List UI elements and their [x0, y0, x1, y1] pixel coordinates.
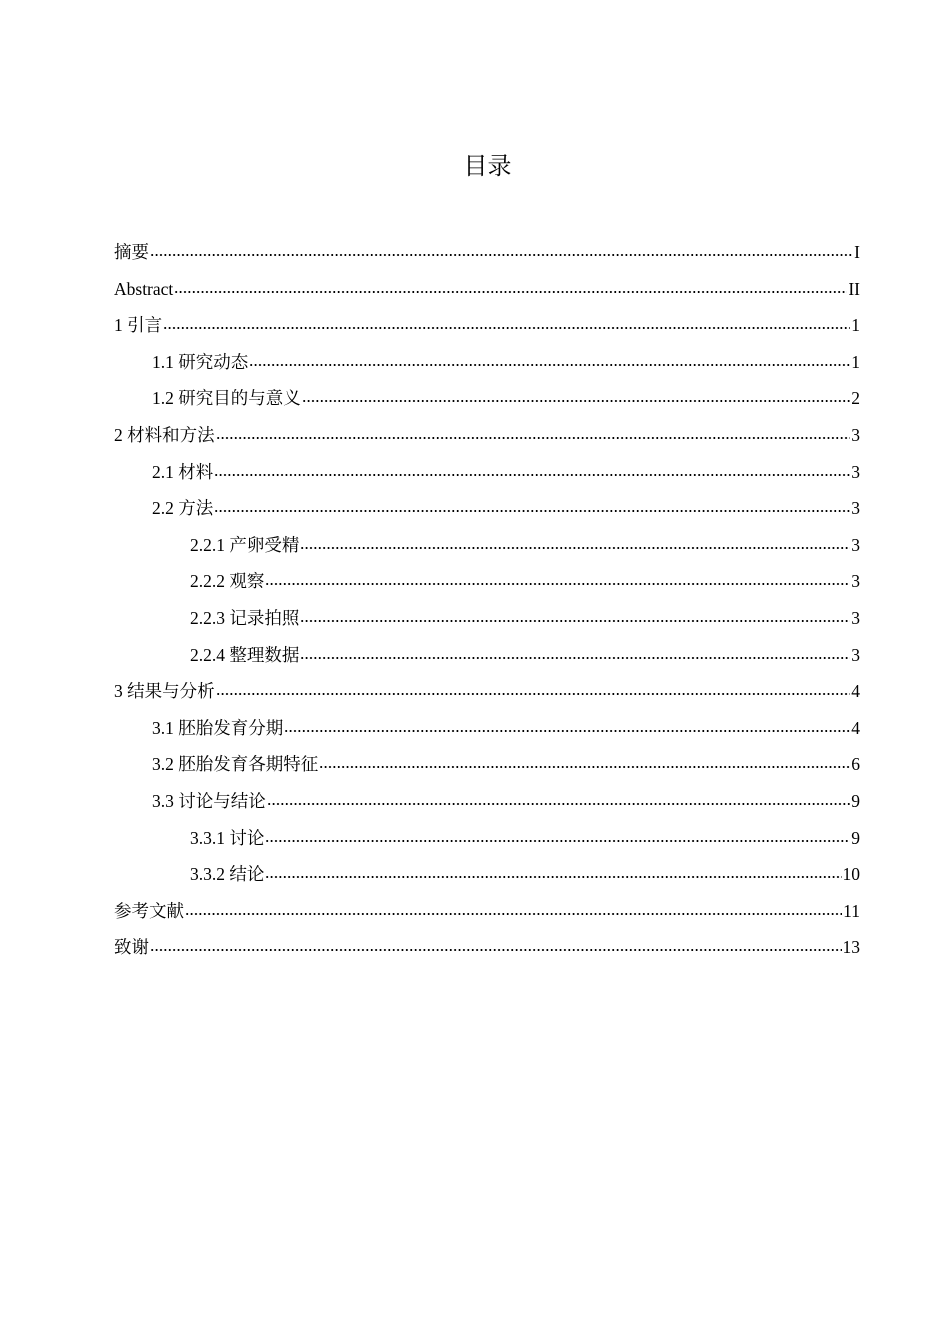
- dot-leader: [300, 546, 850, 550]
- toc-entry-page: 3: [851, 461, 860, 482]
- toc-entry[interactable]: [114, 824, 860, 861]
- toc-entry-page: 3: [851, 424, 860, 445]
- dot-leader: [300, 619, 850, 623]
- toc-entry-label: 3 结果与分析: [114, 681, 215, 702]
- toc-entry-label: 3.3.2 结论: [190, 864, 265, 885]
- toc-entry-label: Abstract: [114, 278, 174, 299]
- toc-entry[interactable]: [114, 787, 860, 824]
- toc-entry-page: 6: [851, 754, 860, 775]
- toc-entry-label: 2.1 材料: [152, 461, 214, 482]
- toc-entry[interactable]: [114, 933, 860, 970]
- toc-entry-label: 2.2.1 产卵受精: [190, 534, 300, 555]
- toc-entry-page: 3: [851, 571, 860, 592]
- toc-entry[interactable]: [114, 714, 860, 751]
- dot-leader: [214, 473, 850, 477]
- dot-leader: [249, 363, 850, 367]
- toc-entry-label: 2.2.2 观察: [190, 571, 265, 592]
- toc-entry[interactable]: [114, 750, 860, 787]
- toc-entry-page: 1: [851, 351, 860, 372]
- toc-entry[interactable]: [114, 531, 860, 568]
- toc-entry[interactable]: [114, 421, 860, 458]
- toc-entry-label: 1.2 研究目的与意义: [152, 388, 301, 409]
- dot-leader: [267, 802, 851, 806]
- toc-entry-page: 2: [851, 388, 860, 409]
- toc-entry-page: II: [848, 278, 860, 299]
- toc-entry-page: 9: [851, 827, 860, 848]
- toc-entry-label: 2.2 方法: [152, 498, 214, 519]
- toc-entry-label: 3.1 胚胎发育分期: [152, 717, 284, 738]
- toc-entry-label: 3.3 讨论与结论: [152, 790, 266, 811]
- toc-entry[interactable]: [114, 604, 860, 641]
- toc-entry-label: 3.3.1 讨论: [190, 827, 265, 848]
- dot-leader: [185, 912, 842, 916]
- toc-entry-page: 1: [851, 315, 860, 336]
- toc-entry[interactable]: [114, 897, 860, 934]
- dot-leader: [265, 839, 850, 843]
- toc-entry-label: 摘要: [114, 242, 149, 262]
- dot-leader: [174, 290, 847, 294]
- toc-entry[interactable]: [114, 458, 860, 495]
- toc-entry-label: 3.2 胚胎发育各期特征: [152, 754, 319, 775]
- toc-entry-label: 致谢: [114, 937, 149, 958]
- toc-entry-label: 1 引言: [114, 315, 163, 336]
- toc-entry[interactable]: [114, 567, 860, 604]
- toc-entry-page: 3: [851, 498, 860, 519]
- toc-entry-label: 参考文献: [114, 900, 184, 921]
- toc-entry-page: 10: [842, 864, 860, 885]
- dot-leader: [150, 948, 842, 952]
- toc-entry[interactable]: [114, 384, 860, 421]
- toc-entry-page: 11: [843, 900, 860, 921]
- toc-entry[interactable]: [114, 641, 860, 678]
- dot-leader: [216, 692, 851, 696]
- toc-entry[interactable]: [114, 348, 860, 385]
- toc-entry[interactable]: [114, 494, 860, 531]
- dot-leader: [163, 326, 850, 330]
- dot-leader: [302, 399, 851, 403]
- toc-entry[interactable]: [114, 677, 860, 714]
- toc-entry-label: 2.2.4 整理数据: [190, 644, 300, 665]
- toc-entry-page: 3: [851, 644, 860, 665]
- toc-entry[interactable]: [114, 238, 860, 275]
- toc-entry-page: I: [854, 242, 860, 262]
- dot-leader: [265, 582, 850, 586]
- toc-entry-page: 3: [851, 534, 860, 555]
- toc-entry[interactable]: [114, 311, 860, 348]
- toc-entry-page: 4: [851, 681, 860, 702]
- dot-leader: [265, 875, 841, 879]
- toc-entry-label: 2.2.3 记录拍照: [190, 607, 300, 628]
- dot-leader: [214, 509, 850, 513]
- toc-entry-page: 3: [851, 607, 860, 628]
- table-of-contents: [114, 238, 860, 970]
- dot-leader: [300, 656, 850, 660]
- toc-entry[interactable]: [114, 275, 860, 312]
- toc-entry-page: 9: [851, 790, 860, 811]
- toc-entry-label: 1.1 研究动态: [152, 351, 249, 372]
- toc-entry-page: 13: [842, 937, 860, 958]
- toc-entry-page: 4: [851, 717, 860, 738]
- dot-leader: [284, 729, 850, 733]
- toc-title: 目录: [463, 152, 512, 180]
- dot-leader: [319, 765, 850, 769]
- toc-entry-label: 2 材料和方法: [114, 424, 215, 445]
- dot-leader: [216, 436, 851, 440]
- dot-leader: [150, 253, 853, 257]
- toc-entry[interactable]: [114, 860, 860, 897]
